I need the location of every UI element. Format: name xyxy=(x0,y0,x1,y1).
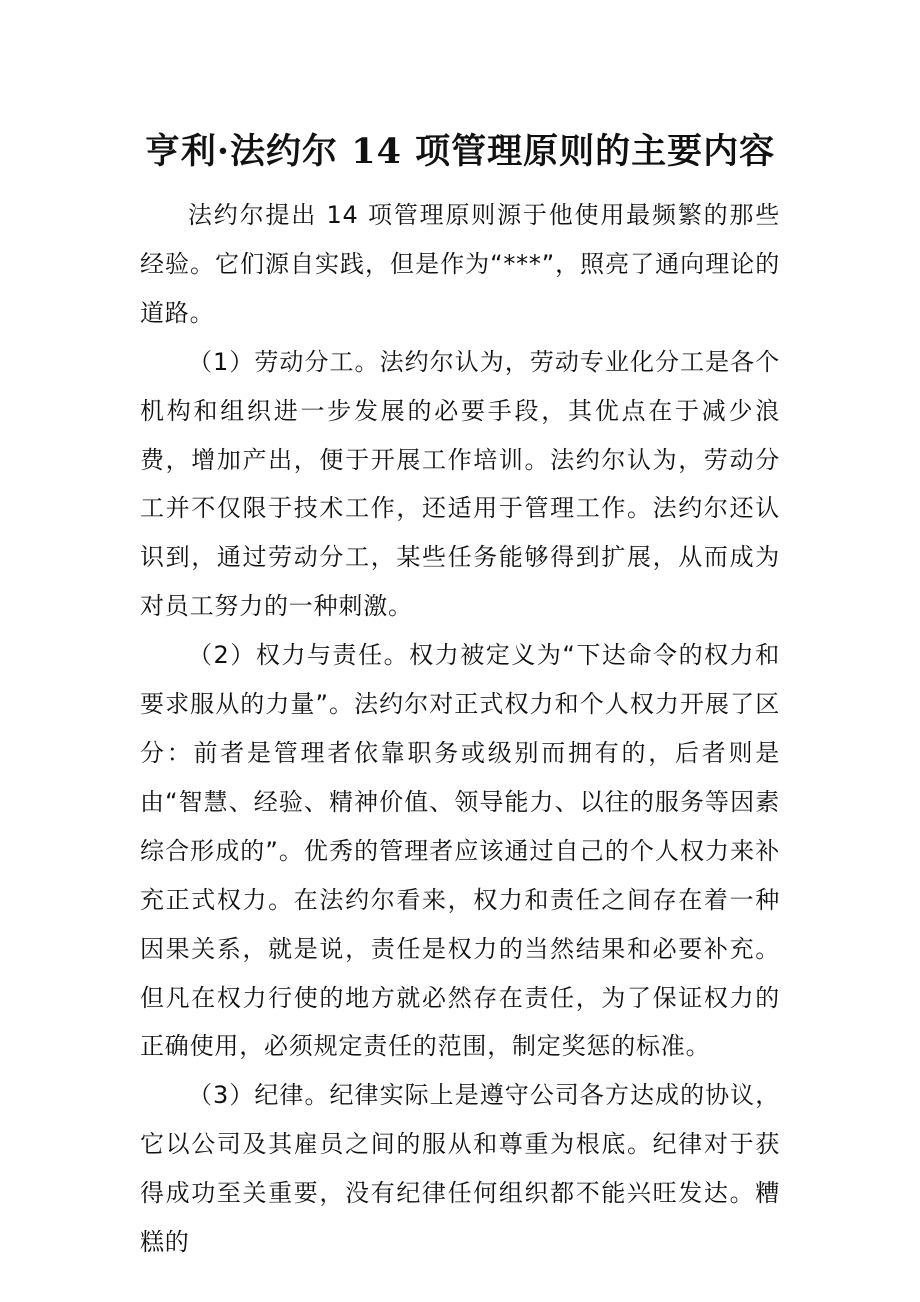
document-body xyxy=(140,191,780,1267)
paragraph-discipline: （3）纪律。纪律实际上是遵守公司各方达成的协议，它以公司及其雇员之间的服从和尊重为根底。纪律对于获得成功至关重要，没有纪律任何组织都不能兴旺发达。糟糕的 xyxy=(140,1081,780,1257)
document-title: 亨利·法约尔 14 项管理原则的主要内容 xyxy=(144,131,776,172)
paragraph-intro: 法约尔提出 14 项管理原则源于他使用最频繁的那些经验。它们源自实践，但是作为“***”，照亮了通向理论的道路。 xyxy=(140,201,780,327)
paragraph-authority-responsibility: （2）权力与责任。权力被定义为“下达命令的权力和要求服从的力量”。法约尔对正式权力和个人权力开展了区分：前者是管理者依靠职务或级别而拥有的，后者则是由“智慧、经验、精神价值、领导能力、以往的服务等因素综合形成的”。优秀的管理者应该通过自己的个人权力来补充正式权力。在法约尔看来，权力和责任之间存在着一种因果关系，就是说，责任是权力的当然结果和必要补充。但凡在权力行使的地方就必然存在责任，为了保证权力的正确使用，必须规定责任的范围，制定奖惩的标准。 xyxy=(140,641,780,1061)
paragraph-division-of-labor: （1）劳动分工。法约尔认为，劳动专业化分工是各个机构和组织进一步发展的必要手段，其优点在于减少浪费，增加产出，便于开展工作培训。法约尔认为，劳动分工并不仅限于技术工作，还适用于管理工作。法约尔还认识到，通过劳动分工，某些任务能够得到扩展，从而成为对员工努力的一种刺激。 xyxy=(140,347,780,621)
